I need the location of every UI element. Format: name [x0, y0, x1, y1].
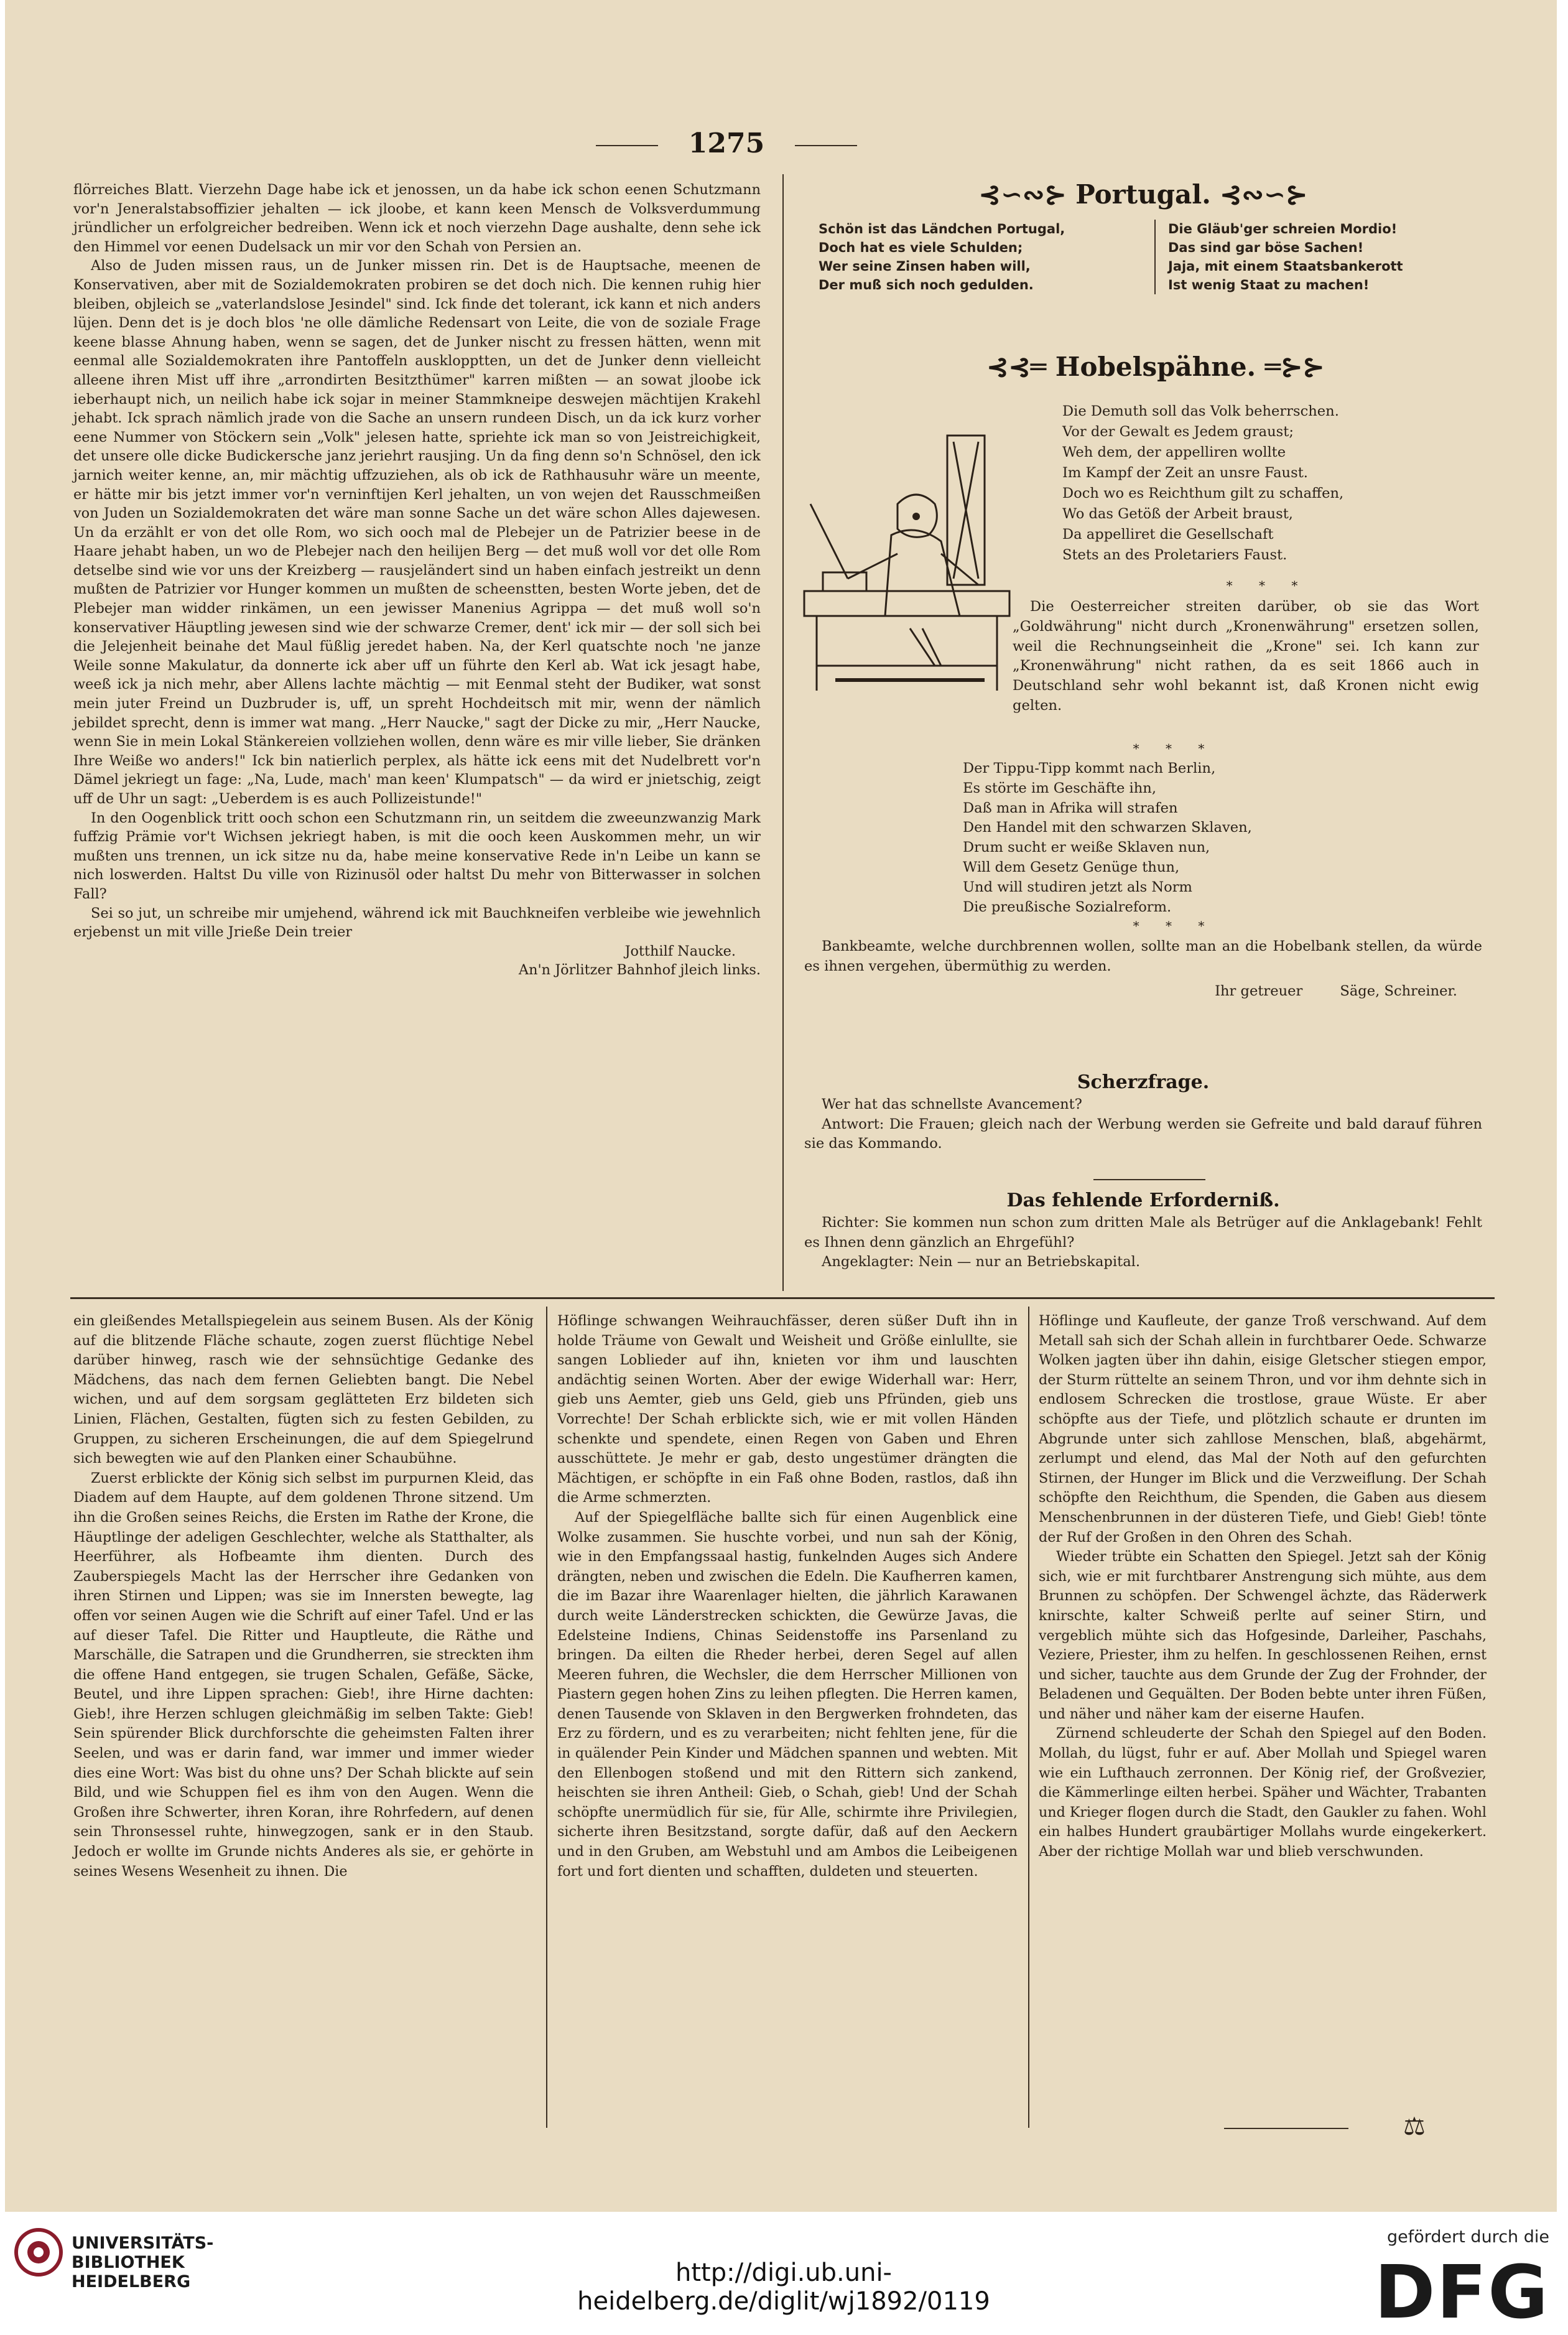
poem-line: Doch wo es Reichthum gilt zu schaffen,	[1062, 485, 1344, 501]
poem-line: Im Kampf der Zeit an unsre Faust.	[1062, 465, 1308, 481]
letter-paragraph: Sei so jut, un schreibe mir umjehend, während ick mit Bauchkneifen verbleibe wie jewehnlich erjebenst un mit ville Jrieße Dein treier	[73, 905, 761, 941]
poem-line: Der Tippu-Tipp kommt nach Berlin,	[963, 760, 1216, 776]
hobelspaehne-poem	[1062, 401, 1498, 566]
erforderniss-section	[804, 1188, 1482, 1272]
scherzfrage-answer: Antwort: Die Frauen; gleich nach der Werbung werden sie Gefreite und bald darauf führen sie das Kommando.	[804, 1116, 1482, 1152]
hobelspaehne-heading	[919, 348, 1392, 386]
poem-line: Und will studiren jetzt als Norm	[963, 879, 1192, 895]
scherzfrage-section	[804, 1070, 1482, 1154]
letter-signature: Jotthilf Naucke.	[624, 943, 736, 959]
portugal-line: Ist wenig Staat zu machen!	[1168, 277, 1370, 292]
story-paragraph: Höflinge schwangen Weihrauchfässer, deren süßer Duft ihn in holde Träume von Gewalt und Weisheit und Größe einlullte, sie sangen Loblieder auf ihn, knieten vor ihm und lauschten andächtig seinen Worten. Aber der ewige Widerhall war: Herr, gieb uns Aemter, gieb uns Geld, gieb uns Pfründen, gieb uns Vorrechte! Der Schah erblickte sich, wie er mit vollen Händen schenkte und spendete, einen Regen von Gaben und Ehren ausschüttete. Je mehr er gab, desto ungestümer drängten die Mächtigen, er schöpfte in ein Faß ohne Boden, rastlos, daß ihn die Arme schmerzten.	[557, 1313, 1018, 1506]
ornament-left-icon: ⊰∽∾⊱	[978, 179, 1076, 210]
letter-column	[73, 180, 761, 980]
poem-line: Weh dem, der appelliren wollte	[1062, 444, 1286, 460]
newspaper-page	[5, 0, 1557, 2212]
poem-line: Die preußische Sozialreform.	[963, 898, 1172, 915]
story-column-2	[557, 1312, 1018, 1881]
ornament-left-icon: ⊰⊰═	[986, 352, 1055, 382]
portugal-title: Portugal.	[1075, 179, 1211, 210]
story-paragraph: Zürnend schleuderte der Schah den Spiegel auf den Boden. Mollah, du lügst, fuhr er auf. Aber Mollah und Spiegel waren wie ein Lufthauch zerronnen. Der König rief, der Großvezier, die Kämmerlinge eilten herbei. Späher und Wächter, Trabanten und Krieger flogen durch die Stadt, den Gaukler zu fahen. Wohl ein halbes Hundert graubärtiger Mollahs wurde eingekerkert. Aber der richtige Mollah war und blieb verschwunden.	[1039, 1725, 1487, 1860]
poem-line: Vor der Gewalt es Jedem graust;	[1062, 424, 1294, 440]
story-column-1	[73, 1312, 534, 1881]
poem-line: Will dem Gesetz Genüge thun,	[963, 859, 1180, 875]
ornament-right-icon: ═⊱⊱	[1256, 352, 1325, 382]
letter-paragraph: Also de Juden missen raus, un de Junker missen rin. Det is de Hauptsache, meenen de Konservativen, aber mit de Sozialdemokraten probiren se det doch nich. Die kennen ruhig hier bleiben, objleich se „vaterlandslose Jesindel" sind. Ick finde det tolerant, ick kann et nich anders lüjen. Denn det is je doch blos 'ne olle dämliche Redensart von Leite, die von de soziale Frage keene blasse Ahnung haben, wenn se sagen, det de Junker nischt zu fressen hätten, wenn mit eenmal alle Sozialdemokraten ihre Pantoffeln ausklopptten, un det de Junker denn vielleicht alleene ihren Mist uff ihre „arrondirten Besitzthümer" karren mißten — an sowat jloobe ick ieberhaupt nich, un neilich habe ick sojar in meiner Stammkneipe deswejen mächtijen Krakehl jehabt. Ick sprach nämlich jrade von die Sache an unsern rundeen Disch, un da ick kurz vorher eene Nummer von Stöckern sein „Volk" jelesen hatte, spriehte ick man so von Jeistreichigkeit, det unsere olle dicke Budickersche janz jeriehrt rausjing. Un da fing denn so'n Schnösel, den ick jarnich weiter kenne, an, mir mächtig uffzuziehen, als ob ick de Rathhausuhr wäre un meente, er hätte mir bis jetzt immer vor'n verninftijen Kerl jehalten, un von wejen det Rausschmeißen von Juden un Sozialdemokraten det wäre man sonne Sache un det wäre schon Alles dajewesen. Un da erzählt er von det olle Rom, wo sich ooch mal de Plebejer un de Patrizier beese in de Haare jehabt haben, un wo de Plebejer nach den heilijen Berg — det muß woll vor det olle Rom detselbe sind wie vor uns der Kreizberg — rausjeländert sind un haben einfach jestreikt un denn mußten de Patrizier vor Hunger kommen un mußten de scheenstten, besten Worte jeben, det de Plebejer man widder rinkämen, un een jewisser Manenius Agrippa — det muß woll so'n konservativer Häuptling jewesen sind wie der schwarze Cremer, dent' ick mir — der soll sich bei die Jelejenheit beinahe det Maul füßlig jeredet haben. Na, der Kerl quatschte noch 'ne janze Weile sonne Makulatur, da donnerte ick aber uff un führte den Kerl ab. Wat ick jesagt habe, weeß ick ja nich mehr, aber Allens lachte mächtig — mit Eenmal steht der Budiker, wat sonst mein juter Freind un Duzbruder is, uff, un spreht Hochdeitsch mit mir, wenn der nämlich jebildet sprecht, denn is immer wat mang. „Herr Naucke," sagt der Dicke zu mir, „Herr Naucke, wenn Sie in mein Lokal Stänkereien vollziehen wollen, denn wäre es mir ville lieber, Sie dränken Ihre Weiße wo anders!" Ick bin natierlich perplex, als hätte ick eens mit det Nudelbrett vor'n Dämel jekriegt un fage: „Na, Lude, mach' man keen' Klumpatsch" — da wird er jnietschig, zeigt uff de Uhr un sagt: „Ueberdem is es auch Pollizeistunde!"	[73, 258, 761, 807]
column-divider	[546, 1307, 547, 2128]
portugal-line: Das sind gar böse Sachen!	[1168, 240, 1364, 255]
dialogue-line: Angeklagter: Nein — nur an Betriebskapital.	[822, 1254, 1141, 1270]
signoff-greeting: Ihr getreuer	[1215, 983, 1303, 999]
story-paragraph: Höflinge und Kaufleute, der ganze Troß verschwand. Auf dem Metall sah sich der Schah allein in furchtbarer Oede. Schwarze Wolken jagten über ihn dahin, eisige Gletscher stiegen empor, der Sturm rüttelte an seinem Thron, und vor ihm dehnte sich in endlosem Schrecken die trostlose, graue Wüste. Er aber schöpfte aus der Tiefe, und plötzlich schaute er drunten im Abgrunde unter sich zahllose Menschen, blaß, abgehärmt, zerlumpt und elend, das Mal der Noth auf den gefurchten Stirnen, der Hunger im Blick und die Verzweiflung. Der Schah schöpfte den Reichthum, die Spenden, die Gaben aus diesem Menschenbrunnen in der düsteren Tiefe, und Gieb! Gieb! tönte der Ruf der Großen in den Ohren des Schah.	[1039, 1313, 1487, 1545]
tippu-poem	[963, 759, 1398, 917]
signoff-name: Säge, Schreiner.	[1340, 983, 1457, 999]
column-divider	[782, 174, 784, 1291]
poem-line: Daß man in Afrika will strafen	[963, 799, 1178, 816]
section-rule	[70, 1297, 1495, 1299]
poem-line: Den Handel mit den schwarzen Sklaven,	[963, 819, 1252, 836]
story-paragraph: Wieder trübte ein Schatten den Spiegel. Jetzt sah der König sich, wie er mit furchtbarer Anstrengung sich mühte, aus dem Brunnen zu schöpfen. Der Schwengel ächzte, das Räderwerk knirschte, kalter Schweiß perlte auf seiner Stirn, und vergeblich mühte sich das Hofgesinde, Darleiher, Paschahs, Veziere, Priester, ihm zu helfen. In geschlossenen Reihen, ernst und sicher, tauchte aus dem Grunde der Zug der Frohnder, der Beladenen und Gequälten. Der Boden bebte unter ihren Füßen, und näher und näher kam der eiserne Haufen.	[1039, 1549, 1487, 1722]
section-stars: * * *	[1226, 578, 1309, 593]
story-column-3	[1039, 1312, 1487, 1862]
university-seal-icon	[14, 2227, 63, 2277]
dfg-logo: DFG	[1374, 2249, 1549, 2335]
poem-line: Drum sucht er weiße Sklaven nun,	[963, 839, 1210, 856]
bank-paragraph: Bankbeamte, welche durchbrennen wollen, sollte man an die Hobelbank stellen, da würde es ihnen vergehen, übermüthig zu werden. Ihr getreuer Säge, Schreiner.	[804, 936, 1482, 1001]
source-url-link[interactable]: http://digi.ub.uni-heidelberg.de/diglit/wj1892/0119	[577, 2258, 990, 2316]
carpenter-illustration	[798, 429, 1022, 697]
page-number: 1275	[652, 128, 801, 159]
portugal-line: Die Gläub'ger schreien Mordio!	[1168, 221, 1398, 236]
poem-line: Wo das Getöß der Arbeit braust,	[1062, 506, 1293, 522]
portugal-line: Schön ist das Ländchen Portugal,	[819, 221, 1065, 236]
portugal-line: Der muß sich noch gedulden.	[819, 277, 1034, 292]
letter-address: An'n Jörlitzer Bahnhof jleich links.	[518, 962, 761, 979]
story-paragraph: ein gleißendes Metallspiegelein aus seinem Busen. Als der König auf die blitzende Fläche schaute, zogen zuerst flüchtige Nebel darüber hinweg, rasch wie der sehnsüchtige Gedanke des Mädchens, das nach dem fernen Geliebten bangt. Die Nebel wichen, und auf dem sorgsam geglätteten Erz bildeten sich Linien, Flächen, Gestalten, fügten sich zu festen Gebilden, zu Gruppen, zu sicheren Erscheinungen, die auf dem Spiegelrund sich bewegten wie auf den Planken einer Schaubühne.	[73, 1313, 534, 1467]
portugal-line: Wer seine Zinsen haben will,	[819, 259, 1031, 274]
portugal-section	[807, 177, 1479, 294]
portugal-line: Jaja, mit einem Staatsbankerott	[1168, 259, 1403, 274]
scherzfrage-title: Scherzfrage.	[1077, 1071, 1210, 1093]
poem-line: Stets an des Proletariers Faust.	[1062, 547, 1287, 563]
end-ornament-rule	[1224, 2128, 1348, 2129]
story-paragraph: Zuerst erblickte der König sich selbst im purpurnen Kleid, das Diadem auf dem Haupte, auf dem goldenen Throne sitzend. Um ihn die Großen seines Reichs, die Ersten im Rathe der Krone, die Häuptlinge der adeligen Geschlechter, welche als Statthalter, als Heerführer, als Hofbeamte ihm dienten. Durch des Zauberspiegels Macht las der Herrscher ihre Gedanken von ihren Stirnen und Lippen; was sie im Innersten bewegte, lag offen vor seinen Augen wie die Schrift auf einer Tafel. Und er las auf dieser Tafel. Die Ritter und Hauptleute, die Räthe und Marschälle, die Satrapen und die Grundherren, sie streckten ihm die offene Hand entgegen, sie trugen Schalen, Gefäße, Säcke, Beutel, und ihre Lippen sprachen: Gieb!, ihre Hirne dachten: Gieb!, ihre Herzen schlugen gleichmäßig im selben Takte: Gieb! Sein spürender Blick durchforschte die geheimsten Falten ihrer Seelen, und was er darin fand, war immer und immer wieder dies eine Wort: Was bist du ohne uns? Der Schah blickte auf sein Bild, und wie Schuppen fiel es ihm von den Augen. Wenn die Großen ihre Schwerter, ihren Koran, ihre Rohrfedern, auf denen sein Thronsessel ruhte, hinwegzogen, sank er in den Staub. Jedoch er wollte im Grunde nichts Anderes als sie, er gehörte in seines Wesens Wesenheit zu ihnen. Die	[73, 1470, 534, 1880]
section-stars: * * *	[1133, 741, 1216, 756]
funded-by-label: gefördert durch die	[1387, 2227, 1549, 2247]
short-rule	[1093, 1179, 1205, 1180]
end-ornament-icon: ⚖	[1403, 2112, 1426, 2141]
dialogue-line: Richter: Sie kommen nun schon zum dritten Male als Betrüger auf die Anklagebank! Fehlt es Ihnen denn gänzlich an Ehrgefühl?	[804, 1214, 1482, 1251]
story-paragraph: Auf der Spiegelfläche ballte sich für einen Augenblick eine Wolke zusammen. Sie huschte vorbei, und nun sah der König, wie in den Empfangssaal hastig, funkelnden Auges sich Andere drängten, neben und zwischen die Edeln. Die Kaufherren kamen, die im Bazar ihre Waarenlager hielten, die jährlich Karawanen durch weite Länderstrecken schickten, die Gewürze Javas, die Edelsteine Indiens, Chinas Seidenstoffe ins Parsenland zu bringen. Da eilten die Rheder herbei, deren Segel auf allen Meeren fuhren, die Wechsler, die dem Herrscher Millionen von Piastern gegen hohen Zins zu leihen pflegten. Die Herren kamen, denen Tausende von Sklaven in den Bergwerken frohndeten, das Erz zu fördern, und es zu verarbeiten; nicht fehlten jene, für die in quälender Pein Kinder und Mädchen spannen und webten. Mit den Ellenbogen stoßend und mit den Rittern sich zankend, heischten sie ihren Antheil: Gieb, o Schah, gieb! Und der Schah schöpfte unermüdlich für sie, für Alle, schirmte ihre Privilegien, sicherte ihren Besitzstand, sorgte dafür, daß auf den Aeckern und in den Gruben, am Webstuhl und am Ambos die Leibeigenen fort und fort dienten und schafften, duldeten und steuerten.	[557, 1509, 1018, 1880]
section-stars: * * *	[1133, 918, 1216, 933]
hobelspaehne-title: Hobelspähne.	[1055, 352, 1256, 382]
scherzfrage-question: Wer hat das schnellste Avancement?	[822, 1096, 1082, 1112]
column-divider	[1028, 1307, 1029, 2128]
poem-line: Es störte im Geschäfte ihn,	[963, 780, 1157, 796]
poem-line: Da appelliret die Gesellschaft	[1062, 526, 1274, 543]
ornament-right-icon: ⊰∾∽⊱	[1210, 179, 1308, 210]
portugal-divider	[1154, 220, 1156, 294]
erforderniss-title: Das fehlende Erforderniß.	[1006, 1190, 1280, 1211]
portugal-line: Doch hat es viele Schulden;	[819, 240, 1023, 255]
poem-line: Die Demuth soll das Volk beherrschen.	[1062, 403, 1339, 419]
letter-paragraph: flörreiches Blatt. Vierzehn Dage habe ick et jenossen, un da habe ick schon eenen Schutzmann vor'n Jeneralstabsoffizier jehalten — ick jloobe, et kann keen Mensch de Volksverdummung jründlicher un erfolgreicher bedreiben. Wenn ick et noch vierzehn Dage aushalte, denn sehe ick den Himmel vor eenen Dudelsack un mir vor den Schah von Persien an.	[73, 182, 761, 255]
letter-paragraph: In den Oogenblick tritt ooch schon een Schutzmann rin, un seitdem die zweeunzwanzig Mark fuffzig Prämie vor't Wichsen jekriegt haben, is mit die ooch keen Auskommen mehr, un wir mußten uns trennen, un ick sitze nu da, habe meine konservative Rede in'n Leibe un kann se nich loswerden. Haltst Du ville von Rizinusöl oder haltst Du mehr von Bitterwasser in solchen Fall?	[73, 809, 761, 902]
krone-paragraph: Die Oesterreicher streiten darüber, ob sie das Wort „Goldwährung" nicht durch „Kronenwährung" ersetzen sollen, weil die Rechnungseinheit die „Krone" sei. Ich kann zur „Kronenwährung" nicht rathen, da es seit 1866 auch in Deutschland sehr wohl bekannt ist, daß Kronen nicht ewig gelten.	[1013, 599, 1479, 714]
university-library-name: UNIVERSITÄTS- BIBLIOTHEK HEIDELBERG	[72, 2234, 214, 2291]
